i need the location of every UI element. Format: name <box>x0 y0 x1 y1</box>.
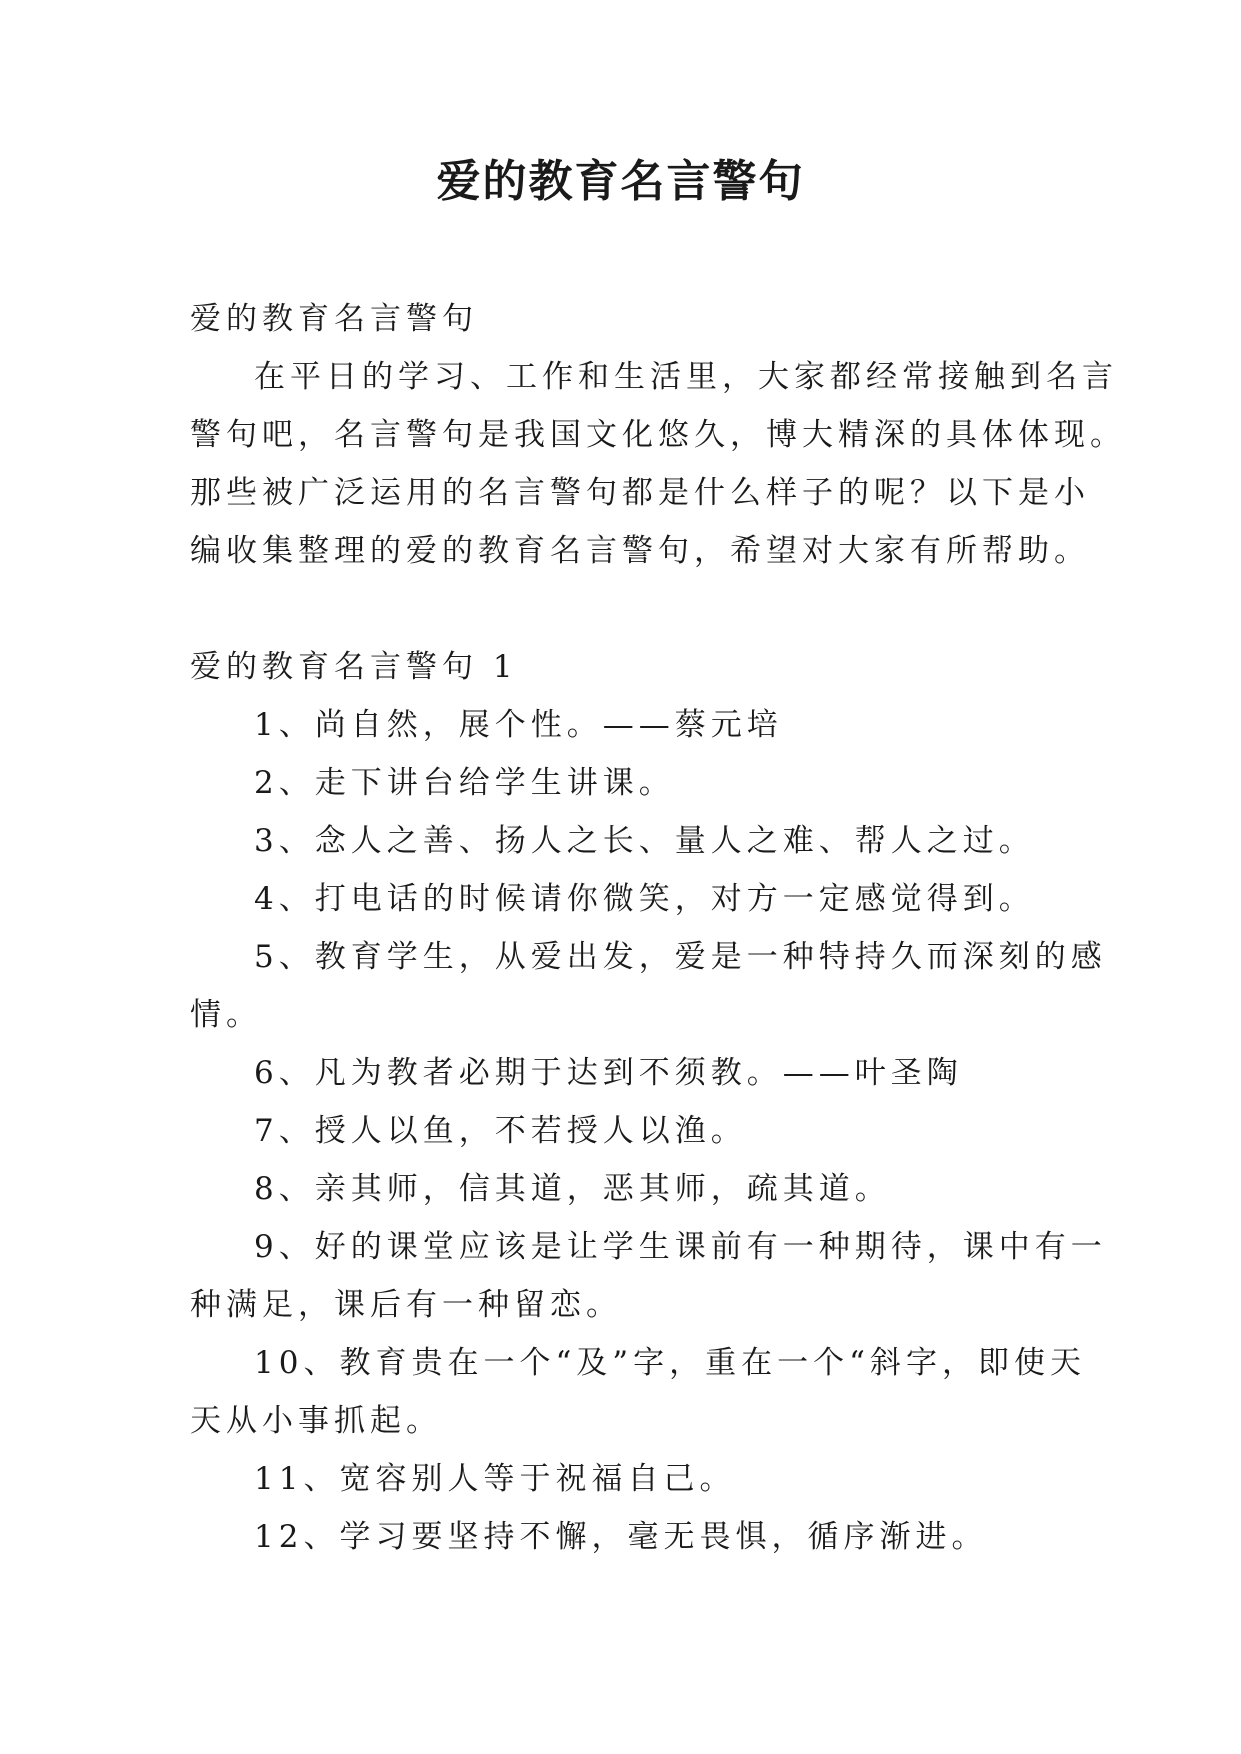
intro-line: 警句吧，名言警句是我国文化悠久，博大精深的具体体现。 <box>190 417 1126 453</box>
quote-item-9-line-1: 9、好的课堂应该是让学生课前有一种期待，课中有一 <box>254 1229 1107 1265</box>
quote-item-4: 4、打电话的时候请你微笑，对方一定感觉得到。 <box>254 881 1035 917</box>
quote-item-6: 6、凡为教者必期于达到不须教。——叶圣陶 <box>254 1055 963 1091</box>
quote-list <box>190 696 1107 1566</box>
quote-item-9-line-2: 种满足，课后有一种留恋。 <box>190 1287 622 1323</box>
quote-item-9 <box>190 1218 1107 1334</box>
quote-item-5-line-2: 情。 <box>190 997 262 1033</box>
document-body <box>190 290 1126 1566</box>
quote-item-10-line-2: 天从小事抓起。 <box>190 1403 442 1439</box>
quote-item-5 <box>190 928 1107 1044</box>
intro-line: 在平日的学习、工作和生活里，大家都经常接触到名言 <box>254 359 1118 395</box>
section-heading: 爱的教育名言警句 1 <box>190 649 518 685</box>
quote-item-3: 3、念人之善、扬人之长、量人之难、帮人之过。 <box>254 823 1035 859</box>
quote-item-8: 8、亲其师，信其道，恶其师，疏其道。 <box>254 1171 891 1207</box>
quote-item-11: 11、宽容别人等于祝福自己。 <box>254 1461 736 1497</box>
intro-paragraph <box>190 348 1126 580</box>
document-title: 爱的教育名言警句 <box>436 156 805 207</box>
quote-item-1: 1、尚自然，展个性。——蔡元培 <box>254 707 783 743</box>
quote-item-7: 7、授人以鱼，不若授人以渔。 <box>254 1113 747 1149</box>
document-subtitle: 爱的教育名言警句 <box>190 301 478 337</box>
intro-line: 编收集整理的爱的教育名言警句，希望对大家有所帮助。 <box>190 533 1090 569</box>
quote-item-12: 12、学习要坚持不懈，毫无畏惧，循序渐进。 <box>254 1519 988 1555</box>
quote-item-10-line-1: 10、教育贵在一个“及”字，重在一个“斜字，即使天 <box>254 1345 1086 1381</box>
quote-item-5-line-1: 5、教育学生，从爱出发，爱是一种特持久而深刻的感 <box>254 939 1107 975</box>
quote-item-10 <box>190 1334 1086 1450</box>
paragraph-spacer <box>190 580 1050 638</box>
intro-line: 那些被广泛运用的名言警句都是什么样子的呢？以下是小 <box>190 475 1090 511</box>
quote-item-2: 2、走下讲台给学生讲课。 <box>254 765 675 801</box>
